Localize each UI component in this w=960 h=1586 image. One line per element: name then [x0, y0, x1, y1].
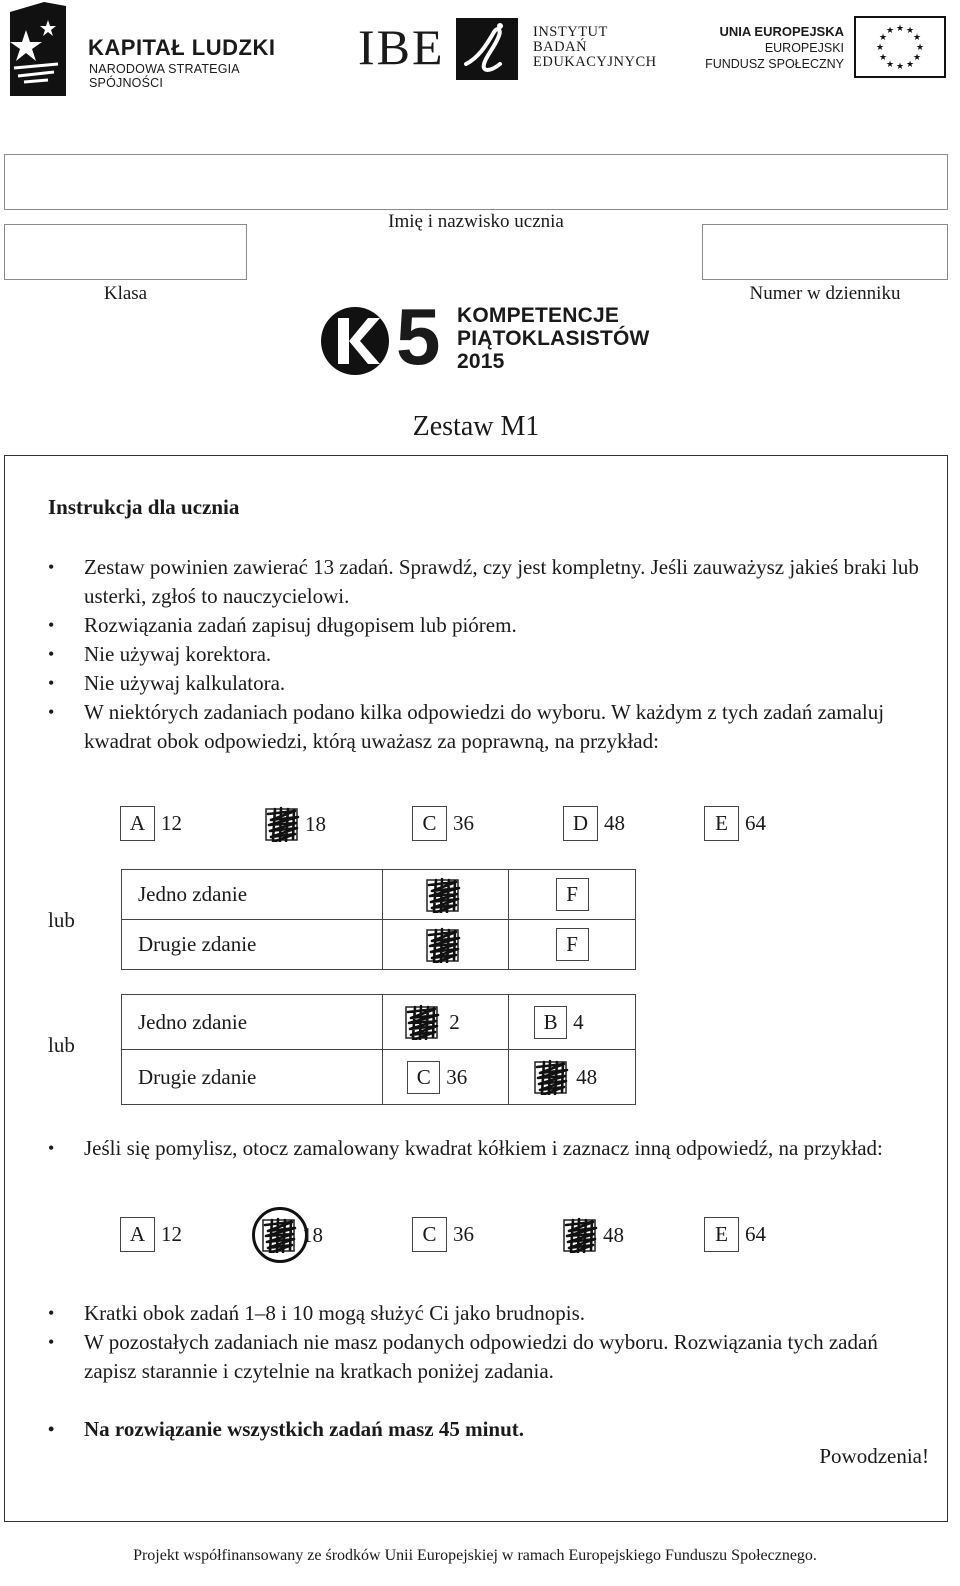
answer-option[interactable] — [563, 806, 625, 841]
instruction-item: • Jeśli się pomylisz, otocz zamalowany kwadrat kółkiem i zaznacz inną odpowiedź, na przykład: — [47, 1134, 927, 1163]
answer-value: 18 — [302, 1222, 323, 1247]
answer-box[interactable]: D — [563, 806, 598, 841]
answer-value: 64 — [745, 811, 766, 835]
kapital-ludzki-title: KAPITAŁ LUDZKI — [88, 35, 276, 60]
true-false-table — [121, 869, 636, 970]
statement-cell — [122, 995, 383, 1050]
filled-box-icon[interactable] — [265, 806, 301, 842]
answer-value: 48 — [603, 1222, 624, 1247]
class-label: Klasa — [103, 283, 148, 304]
statement-cell — [122, 1050, 383, 1105]
answer-value: 2 — [449, 1009, 460, 1034]
answer-option[interactable] — [412, 1217, 474, 1252]
k5-number: 5 — [396, 292, 441, 381]
answer-option[interactable] — [412, 806, 474, 841]
answer-box[interactable]: A — [120, 1217, 155, 1252]
statement-text: Drugie zdanie — [138, 1064, 257, 1089]
true-cell[interactable] — [383, 920, 509, 970]
statement-cell — [122, 870, 383, 920]
answer-option-marked[interactable] — [534, 1059, 635, 1095]
false-box[interactable]: F — [556, 928, 589, 961]
svg-text:★: ★ — [885, 26, 895, 36]
eu-logo — [700, 16, 948, 82]
answer-box[interactable]: C — [407, 1061, 440, 1094]
answer-option[interactable] — [407, 1061, 508, 1094]
example-answers-2 — [120, 1217, 820, 1257]
k5-line: PIĄTOKLASISTÓW — [457, 327, 650, 350]
answer-option-marked[interactable] — [563, 1217, 624, 1253]
register-number-label: Numer w dzienniku — [749, 283, 901, 304]
kapital-ludzki-emblem-icon — [4, 2, 66, 96]
instruction-list-2 — [47, 1299, 927, 1386]
answer-value: 12 — [161, 811, 182, 835]
eu-flag-icon — [854, 16, 946, 78]
svg-text:★: ★ — [878, 53, 888, 63]
statement-text: Jedno zdanie — [138, 882, 248, 906]
answer-value: 64 — [745, 1222, 766, 1246]
answer-value: 12 — [161, 1222, 182, 1246]
instruction-item: • Nie używaj korektora. — [47, 640, 927, 669]
instruction-list-1 — [47, 553, 927, 756]
answer-box[interactable]: C — [412, 1217, 447, 1252]
k5-logo — [320, 292, 650, 381]
eu-text — [700, 24, 844, 72]
filled-box-icon[interactable] — [563, 1217, 599, 1253]
filled-box-icon[interactable] — [405, 1004, 441, 1040]
answer-box[interactable]: E — [704, 806, 739, 841]
svg-text:★: ★ — [895, 62, 905, 72]
filled-box-icon[interactable] — [426, 927, 462, 963]
instruction-item: • Rozwiązania zadań zapisuj długopisem lub piórem. — [47, 611, 927, 640]
svg-text:★: ★ — [895, 24, 905, 34]
ibe-logo — [358, 14, 658, 84]
svg-text:★: ★ — [915, 43, 925, 53]
register-number-field[interactable] — [702, 224, 948, 280]
answer-value: 48 — [604, 811, 625, 835]
choice-cell[interactable] — [509, 1050, 636, 1105]
ibe-mark: IBE — [358, 19, 445, 75]
answer-option[interactable] — [534, 1006, 635, 1039]
instruction-item: • W niektórych zadaniach podano kilka odpowiedzi do wyboru. W każdym z tych zadań zamaluj kwadrat obok odpowiedzi, którą uważasz za poprawną, na przykład: — [47, 698, 927, 756]
answer-option[interactable] — [704, 1217, 766, 1252]
instruction-item: • Zestaw powinien zawierać 13 zadań. Sprawdź, czy jest kompletny. Jeśli zauważysz jakieś braki lub usterki, zgłoś to nauczycielowi. — [47, 553, 927, 611]
svg-text:★: ★ — [875, 43, 885, 53]
eu-line: FUNDUSZ SPOŁECZNY — [705, 57, 844, 71]
eu-line: EUROPEJSKI — [764, 41, 844, 55]
filled-box-icon[interactable] — [426, 877, 462, 913]
choice-cell[interactable] — [383, 1050, 509, 1105]
answer-value: 36 — [446, 1064, 468, 1089]
instruction-item-time: • Na rozwiązanie wszystkich zadań masz 45 minut. — [47, 1415, 927, 1444]
k5-line: KOMPETENCJE — [457, 304, 620, 327]
multi-choice-table — [121, 994, 636, 1105]
k5-emblem-icon — [320, 306, 390, 376]
filled-box-icon[interactable] — [534, 1059, 570, 1095]
answer-option[interactable] — [120, 806, 182, 841]
or-label: lub — [48, 908, 75, 932]
filled-box-icon — [262, 1217, 298, 1253]
answer-option[interactable] — [704, 806, 766, 841]
answer-box[interactable]: A — [120, 806, 155, 841]
answer-value: 4 — [573, 1009, 584, 1034]
statement-text: Jedno zdanie — [138, 1009, 248, 1034]
instruction-item: • Nie używaj kalkulatora. — [47, 669, 927, 698]
circled-mistake-icon[interactable] — [252, 1207, 308, 1263]
answer-box[interactable]: E — [704, 1217, 739, 1252]
answer-value: 18 — [305, 811, 326, 836]
answer-value: 36 — [453, 811, 474, 835]
svg-text:★: ★ — [912, 53, 922, 63]
choice-cell[interactable] — [383, 995, 509, 1050]
instruction-item: • W pozostałych zadaniach nie masz podanych odpowiedzi do wyboru. Rozwiązania tych zadań zapisz starannie i czytelnie na kratkach poniżej zadania. — [47, 1328, 927, 1386]
answer-option[interactable] — [120, 1217, 182, 1252]
kapital-ludzki-logo — [4, 2, 304, 97]
answer-option-marked[interactable] — [265, 806, 326, 842]
or-label: lub — [48, 1033, 75, 1057]
ibe-e-icon — [456, 18, 518, 80]
footer-note: Projekt współfinansowany ze środków Unii Europejskiej w ramach Europejskiego Funduszu Społecznego. — [133, 1547, 817, 1564]
false-cell[interactable] — [509, 870, 636, 920]
instruction-item: • Kratki obok zadań 1–8 i 10 mogą służyć Ci jako brudnopis. — [47, 1299, 927, 1328]
ibe-line: INSTYTUT — [533, 24, 608, 40]
k5-text — [457, 304, 650, 373]
ibe-name — [533, 25, 657, 70]
answer-option-circled[interactable] — [252, 1207, 323, 1263]
kapital-ludzki-subtitle: NARODOWA STRATEGIA SPÓJNOŚCI — [89, 62, 240, 90]
student-name-label: Imię i nazwisko ucznia — [388, 211, 564, 232]
example-answers-1 — [120, 806, 820, 846]
instruction-heading: Instrukcja dla ucznia — [48, 495, 240, 519]
instruction-list-time — [47, 1415, 927, 1444]
answer-option-marked[interactable] — [405, 1004, 508, 1040]
set-title: Zestaw M1 — [412, 411, 540, 442]
statement-text: Drugie zdanie — [138, 932, 257, 956]
k5-line: 2015 — [457, 350, 505, 373]
ibe-line: BADAŃ — [533, 39, 588, 55]
false-cell[interactable] — [509, 920, 636, 970]
instruction-list-mistake — [47, 1134, 927, 1163]
answer-box[interactable]: B — [534, 1006, 567, 1039]
class-field[interactable] — [4, 224, 247, 280]
svg-text:★: ★ — [912, 33, 922, 43]
answer-box[interactable]: C — [412, 806, 447, 841]
answer-value: 36 — [453, 1222, 474, 1246]
svg-text:★: ★ — [905, 26, 915, 36]
true-cell[interactable] — [383, 870, 509, 920]
svg-text:★: ★ — [878, 33, 888, 43]
statement-cell — [122, 920, 383, 970]
svg-text:★: ★ — [885, 60, 895, 70]
false-box[interactable]: F — [556, 878, 589, 911]
svg-text:★: ★ — [905, 60, 915, 70]
good-luck: Powodzenia! — [819, 1444, 929, 1468]
student-name-field[interactable] — [4, 154, 948, 210]
choice-cell[interactable] — [509, 995, 636, 1050]
eu-line: UNIA EUROPEJSKA — [719, 24, 844, 39]
ibe-line: EDUKACYJNYCH — [533, 54, 657, 70]
answer-value: 48 — [576, 1064, 598, 1089]
